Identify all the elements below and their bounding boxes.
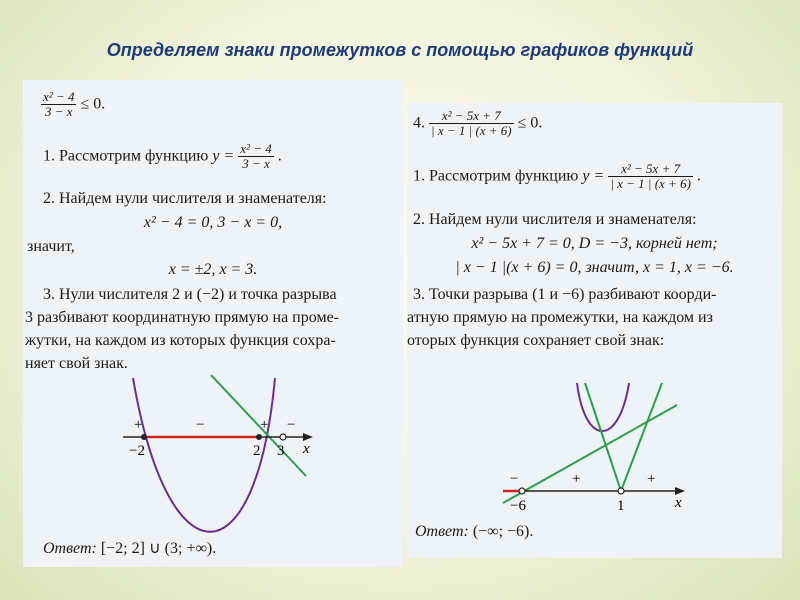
right-answer bbox=[415, 523, 533, 541]
fraction-denominator: | x − 1 | (x + 6) bbox=[610, 176, 691, 192]
right-step2-equation1: x² − 5x + 7 = 0, D = −3, корней нет; bbox=[471, 235, 718, 252]
step1-text: 1. Рассмотрим функцию bbox=[413, 167, 579, 185]
fraction-denominator: | x − 1 | (x + 6) bbox=[431, 123, 512, 139]
left-step3-line: 3. Нули числителя 2 и (−2) и точка разрыва bbox=[43, 286, 337, 303]
step1-dot: . bbox=[277, 147, 282, 165]
right-step2-text: 2. Найдем нули числителя и знаменателя: bbox=[413, 211, 697, 228]
point-minus-2 bbox=[141, 434, 147, 440]
step1-fraction bbox=[238, 142, 273, 172]
tick-label: −2 bbox=[129, 443, 145, 459]
left-inequality bbox=[41, 90, 105, 120]
slide-title: Определяем знаки промежутков с помощью графиков функций bbox=[106, 40, 694, 60]
point-minus-6 bbox=[519, 488, 525, 494]
fraction-numerator: x² − 4 bbox=[43, 89, 75, 104]
left-inequality-fraction bbox=[41, 90, 76, 120]
sign-label: + bbox=[572, 471, 581, 487]
right-inequality-fraction bbox=[429, 109, 514, 139]
left-step2-so: значит, bbox=[27, 238, 75, 255]
step1-dot: . bbox=[696, 167, 701, 185]
answer-label: Ответ: bbox=[43, 540, 97, 557]
right-step2-equation2: | x − 1 |(x + 6) = 0, значит, x = 1, x = −6. bbox=[455, 259, 734, 276]
left-step3-line: няет свой знак. bbox=[25, 355, 128, 372]
sign-label: − bbox=[196, 417, 205, 433]
left-step2-equation: x² − 4 = 0, 3 − x = 0, bbox=[143, 214, 283, 231]
point-1 bbox=[618, 488, 624, 494]
inequality-relation: ≤ 0. bbox=[517, 114, 543, 132]
problem-number: 4. bbox=[413, 114, 425, 132]
x-axis-arrow bbox=[675, 487, 685, 495]
linear-function-line bbox=[503, 405, 677, 503]
answer-label: Ответ: bbox=[415, 523, 469, 540]
left-step3-line: 3 разбивают координатную прямую на проме- bbox=[25, 309, 339, 326]
right-step3-line: оторых функция сохраняет свой знак: bbox=[407, 332, 665, 349]
x-axis-arrow bbox=[303, 433, 313, 441]
fraction-denominator: 3 − x bbox=[44, 104, 73, 120]
left-graph bbox=[23, 373, 403, 533]
left-step1 bbox=[43, 142, 282, 172]
left-step2-roots: x = ±2, x = 3. bbox=[168, 261, 258, 278]
tick-label: 3 bbox=[277, 443, 285, 459]
step1-text: 1. Рассмотрим функцию bbox=[43, 147, 209, 165]
fraction-denominator: 3 − x bbox=[242, 156, 270, 172]
inequality-relation: ≤ 0. bbox=[80, 95, 106, 113]
fraction-numerator: x² − 5x + 7 bbox=[608, 162, 693, 177]
right-step3-line: атную прямую на промежутки, на каждом из bbox=[407, 309, 713, 326]
step1-y: y = bbox=[582, 167, 605, 185]
left-solution-panel bbox=[23, 80, 403, 567]
step1-fraction bbox=[608, 162, 693, 192]
tick-label: 2 bbox=[253, 443, 261, 459]
left-step2-text: 2. Найдем нули числителя и знаменателя: bbox=[43, 190, 327, 207]
right-inequality bbox=[413, 109, 542, 139]
sign-label: − bbox=[510, 471, 519, 487]
sign-label: + bbox=[134, 417, 143, 433]
answer-value: [−2; 2] ∪ (3; +∞). bbox=[100, 540, 217, 557]
axis-label: x bbox=[675, 495, 682, 511]
right-step1 bbox=[413, 162, 701, 192]
answer-value: (−∞; −6). bbox=[472, 523, 534, 540]
tick-label: 1 bbox=[617, 498, 625, 514]
tick-label: −6 bbox=[510, 498, 526, 514]
point-3 bbox=[280, 434, 286, 440]
right-graph bbox=[407, 377, 782, 527]
right-step3-line: 3. Точки разрыва (1 и −6) разбивают коорди- bbox=[413, 286, 717, 303]
fraction-numerator: x² − 4 bbox=[240, 141, 272, 156]
axis-label: x bbox=[303, 441, 310, 457]
left-step3-line: жутки, на каждом из которых функция сохра- bbox=[25, 332, 336, 349]
parabola-curve bbox=[577, 383, 629, 431]
sign-label: − bbox=[287, 417, 296, 433]
left-answer bbox=[43, 540, 216, 558]
step1-y: y = bbox=[212, 147, 235, 165]
sign-label: + bbox=[647, 471, 656, 487]
right-solution-panel bbox=[407, 103, 782, 558]
sign-label: + bbox=[260, 417, 269, 433]
fraction-numerator: x² − 5x + 7 bbox=[429, 109, 514, 124]
point-2 bbox=[256, 434, 262, 440]
